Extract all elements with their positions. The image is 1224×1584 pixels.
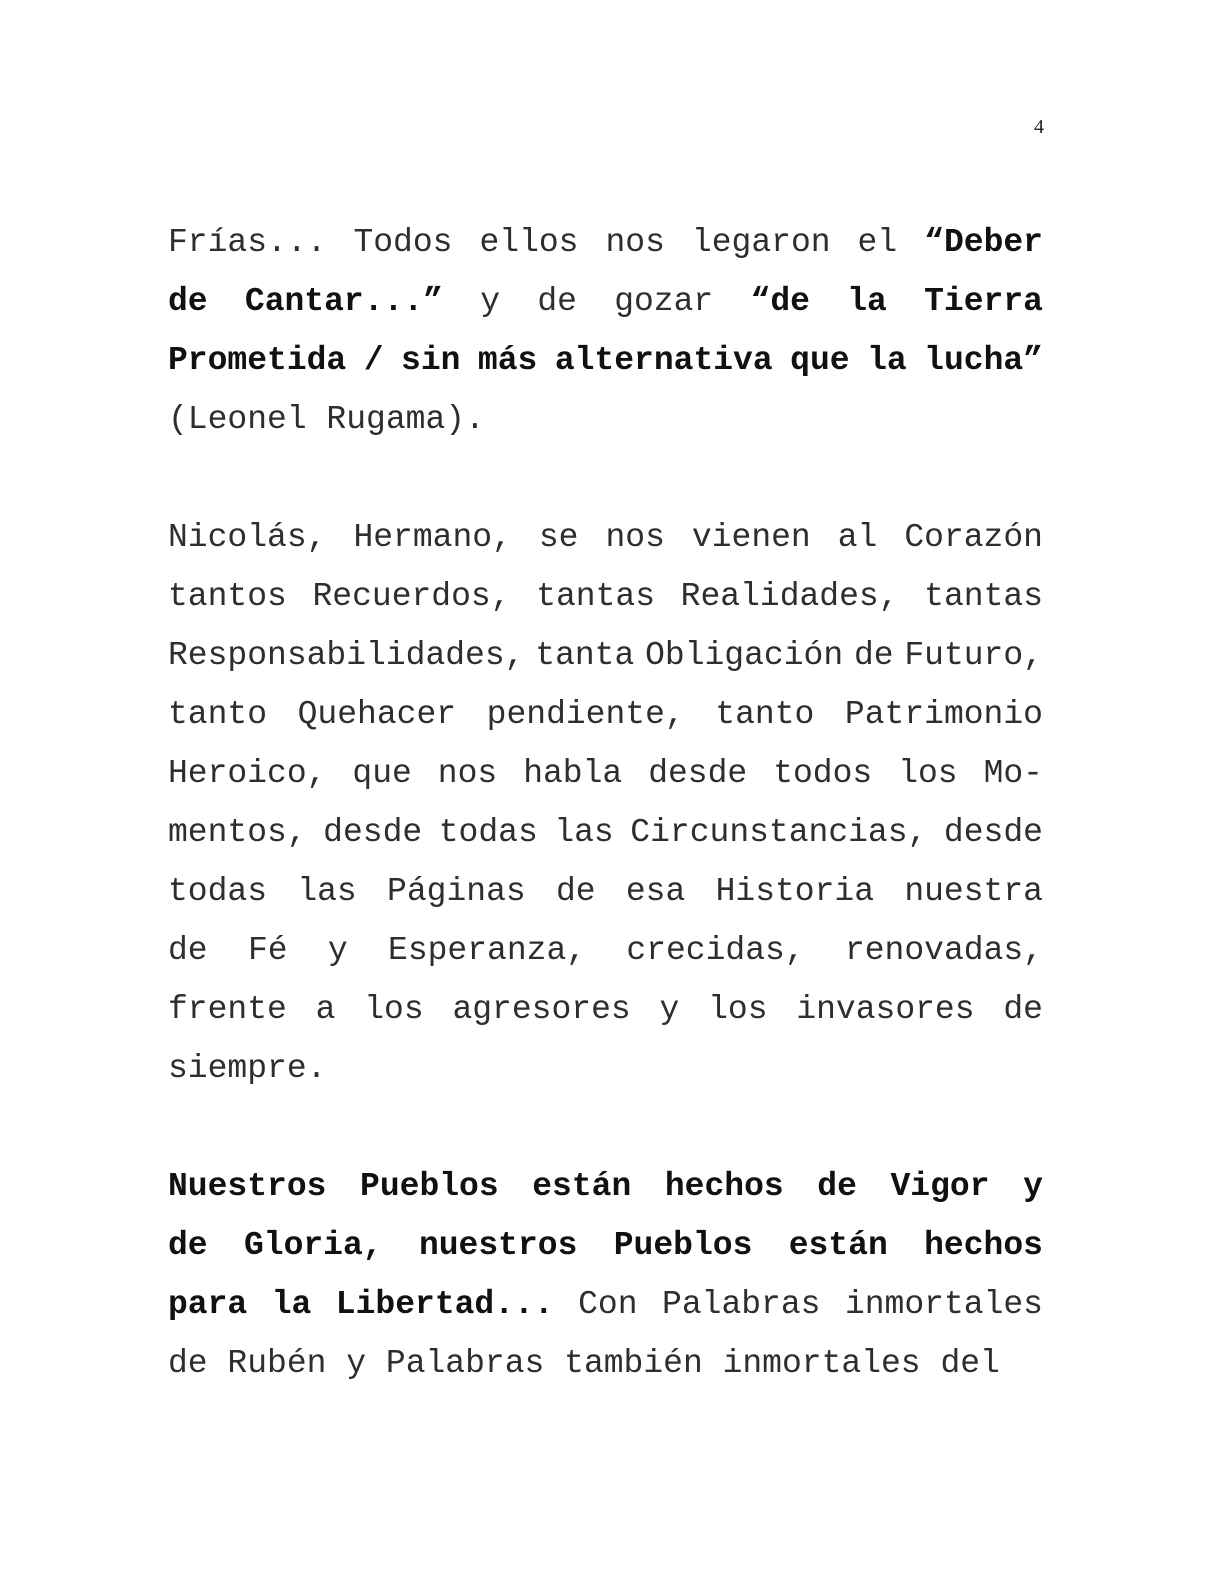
word: de (168, 1345, 208, 1382)
word: Rubén (227, 1345, 327, 1382)
word: Fé (247, 932, 288, 969)
word: Palabras (662, 1286, 821, 1323)
bold-word: de (168, 283, 208, 320)
word: a (315, 991, 336, 1028)
bold-word: Gloria, (243, 1227, 383, 1264)
word: legaron (691, 224, 831, 261)
bold-word: hechos (664, 1168, 784, 1205)
page-number: 4 (1034, 116, 1044, 138)
text-line (168, 744, 1043, 803)
bold-word: hechos (924, 1227, 1043, 1264)
word: nos (437, 755, 498, 792)
word: Responsabilidades, (168, 637, 525, 674)
word: ellos (479, 224, 579, 261)
word: frente (168, 991, 287, 1028)
text-line (168, 1039, 1043, 1098)
word: inmortales (844, 1286, 1043, 1323)
bold-word: alternativa (554, 342, 773, 379)
word: los (898, 755, 958, 792)
word: Realidades, (680, 578, 899, 615)
text-line (168, 685, 1043, 744)
word: Heroico, (168, 755, 327, 792)
word: Historia (715, 873, 875, 910)
word: pendiente, (486, 696, 685, 733)
word: tantas (536, 578, 656, 615)
word: renovadas, (844, 932, 1043, 969)
word: Mo- (983, 755, 1043, 792)
word: esa (625, 873, 686, 910)
word: y (480, 283, 501, 320)
word: todas (168, 873, 268, 910)
text-line (168, 331, 1043, 390)
text-line (168, 567, 1043, 626)
word: desde (943, 814, 1043, 851)
word: nos (605, 224, 665, 261)
word: vienen (691, 519, 811, 556)
word: Quehacer (297, 696, 457, 733)
word: Futuro, (904, 637, 1043, 674)
paragraph (168, 508, 1043, 1098)
word: las (297, 873, 357, 910)
word: Todos (353, 224, 453, 261)
bold-word: la (847, 283, 887, 320)
word: nuestra (904, 873, 1043, 910)
word: tantas (924, 578, 1043, 615)
bold-word: Cantar...” (244, 283, 443, 320)
word: Esperanza, (388, 932, 587, 969)
text-line (168, 390, 1043, 449)
bold-word: Pueblos (360, 1168, 499, 1205)
word: (Leonel Rugama). (168, 401, 485, 438)
word: invasores (796, 991, 975, 1028)
word: desde (323, 814, 423, 851)
word: del (940, 1345, 1000, 1382)
word: los (708, 991, 768, 1028)
bold-word: Pueblos (613, 1227, 753, 1264)
word: tantos (168, 578, 287, 615)
word: de (168, 932, 208, 969)
bold-word: de (168, 1227, 208, 1264)
word: mentos, (168, 814, 307, 851)
word: todos (773, 755, 873, 792)
bold-word: están (788, 1227, 888, 1264)
document-body (168, 213, 1043, 1393)
text-line (168, 803, 1043, 862)
text-line (168, 980, 1043, 1039)
word: tanto (715, 696, 815, 733)
bold-word: “Deber (924, 224, 1043, 261)
text-line (168, 1157, 1043, 1216)
bold-word: / (363, 342, 384, 379)
text-line (168, 1334, 1043, 1393)
paragraph (168, 1157, 1043, 1393)
bold-word: para (168, 1286, 248, 1323)
bold-word: Vigor (890, 1168, 990, 1205)
word: Patrimonio (844, 696, 1043, 733)
word: al (837, 519, 878, 556)
text-line (168, 921, 1043, 980)
word: también (564, 1345, 703, 1382)
word: habla (523, 755, 623, 792)
bold-word: Tierra (924, 283, 1043, 320)
word: Nicolás, (168, 519, 327, 556)
text-line (168, 213, 1043, 272)
text-line (168, 1216, 1043, 1275)
word: gozar (614, 283, 714, 320)
text-line (168, 508, 1043, 567)
word: agresores (452, 991, 631, 1028)
bold-word: sin (401, 342, 461, 379)
bold-word: lucha” (924, 342, 1043, 379)
word: tanta (535, 637, 635, 674)
bold-word: Prometida (168, 342, 347, 379)
word: inmortales (722, 1345, 921, 1382)
word: Frías... (168, 224, 327, 261)
bold-word: más (477, 342, 538, 379)
word: el (857, 224, 898, 261)
word: Circunstancias, (630, 814, 928, 851)
word: tanto (168, 696, 268, 733)
paragraph-gap (168, 1098, 1043, 1157)
text-line (168, 1275, 1043, 1334)
word: Páginas (387, 873, 526, 910)
bold-word: la (867, 342, 907, 379)
word: que (352, 755, 412, 792)
word: los (364, 991, 424, 1028)
word: y (327, 932, 348, 969)
text-line (168, 626, 1043, 685)
word: Palabras (385, 1345, 545, 1382)
word: se (538, 519, 579, 556)
paragraph-gap (168, 449, 1043, 508)
text-line (168, 272, 1043, 331)
word: crecidas, (626, 932, 805, 969)
bold-word: y (1023, 1168, 1043, 1205)
word: de (853, 637, 894, 674)
bold-word: nuestros (418, 1227, 578, 1264)
word: Hermano, (353, 519, 512, 556)
bold-word: Libertad... (335, 1286, 554, 1323)
bold-word: “de (750, 283, 810, 320)
word: y (346, 1345, 367, 1382)
paragraph (168, 213, 1043, 449)
word: todas (438, 814, 538, 851)
bold-word: que (790, 342, 850, 379)
bold-word: la (271, 1286, 312, 1323)
word: desde (648, 755, 748, 792)
word: de (537, 283, 577, 320)
word: Corazón (904, 519, 1043, 556)
word: Recuerdos, (312, 578, 511, 615)
bold-word: están (532, 1168, 632, 1205)
text-line (168, 862, 1043, 921)
word: de (1003, 991, 1043, 1028)
bold-word: de (817, 1168, 857, 1205)
word: Obligación (645, 637, 844, 674)
word: de (555, 873, 596, 910)
word: las (554, 814, 614, 851)
word: Con (578, 1286, 638, 1323)
word: nos (605, 519, 665, 556)
bold-word: Nuestros (168, 1168, 327, 1205)
word: siempre. (168, 1050, 327, 1087)
word: y (659, 991, 680, 1028)
